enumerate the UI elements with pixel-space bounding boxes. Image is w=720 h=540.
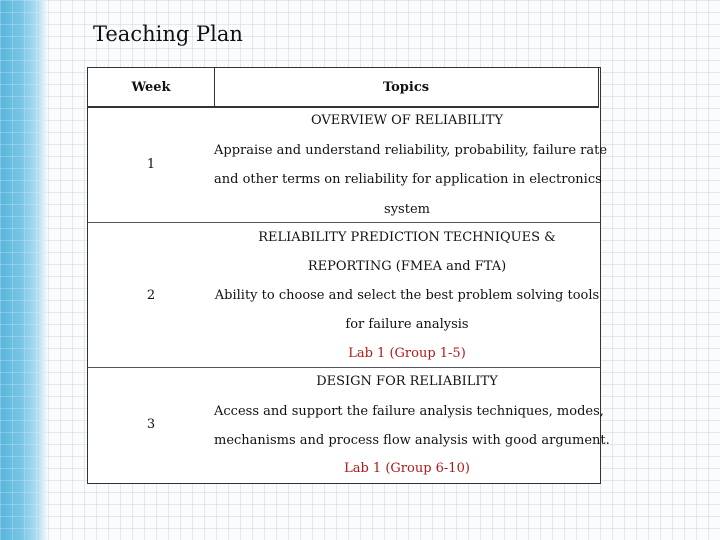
week-number: 2: [146, 288, 156, 303]
slide-title: Teaching Plan: [93, 22, 243, 46]
topic-line: mechanisms and process flow analysis with good argument.: [214, 433, 610, 448]
row-divider: [88, 367, 600, 368]
topic-line: Appraise and understand reliability, probability, failure rate: [214, 143, 608, 158]
side-band-grid: [0, 0, 48, 540]
topic-line: for failure analysis: [345, 317, 469, 332]
teaching-plan-table: [87, 67, 610, 484]
topic-line: and other terms on reliability for application in electronics: [214, 172, 602, 187]
topic-line: Access and support the failure analysis techniques, modes,: [214, 404, 604, 419]
topic-line: system: [384, 202, 430, 217]
lab-assignment: Lab 1 (Group 1-5): [348, 346, 466, 361]
lab-assignment: Lab 1 (Group 6-10): [344, 461, 470, 476]
topic-heading: RELIABILITY PREDICTION TECHNIQUES &: [258, 230, 556, 245]
topic-line: Ability to choose and select the best problem solving tools: [214, 288, 600, 303]
header-week: Week: [88, 68, 215, 108]
topic-heading-continued: REPORTING (FMEA and FTA): [307, 259, 507, 274]
decorative-side-band: [0, 0, 48, 540]
header-topics: Topics: [214, 68, 599, 108]
week-number: 1: [146, 157, 156, 172]
week-number: 3: [146, 417, 156, 432]
row-divider: [88, 222, 600, 223]
topic-heading: OVERVIEW OF RELIABILITY: [310, 113, 504, 128]
topic-heading: DESIGN FOR RELIABILITY: [316, 374, 498, 389]
